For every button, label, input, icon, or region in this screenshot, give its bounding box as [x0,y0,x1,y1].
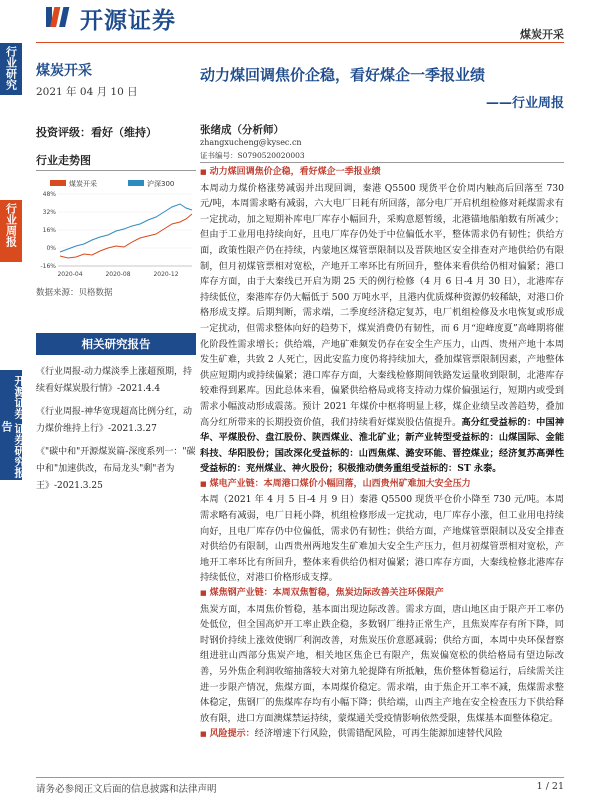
series-line-coal [60,214,192,258]
section-paragraph: 焦炭方面，本周焦价暂稳，基本面出现边际改善。需求方面，唐山地区由于限产开工率仍处低位，但全国高炉开工率止跌企稳，多数钢厂维持正常生产，且焦炭库存有所下降，同时钢价持续上涨效使钢厂利润改善，对焦炭压价意愿减弱；供给方面，本周中央环保督察组进驻山西部分焦炭产地，相关地区焦企已有限产，焦炭偏宽松的供给格局有望边际改善，另外焦企利润收缩抽落较大对第九轮提降有所抵触，焦价整体暂稳运行，后续需关注进一步限产情况，焦煤方面，本周煤价稳定。需求端，由于焦企开工率不减，焦煤需求整体稳定，焦钢厂的焦煤库存均有小幅下降；供给端，山西主产地在安全检查压力下供给释放有限，进口方面澳煤禁运持续，蒙煤通关受疫情影响依然受限，焦煤基本面整体稳定。 [200,603,564,724]
industry-name: 煤炭开采 [36,63,92,79]
brand-mark-icon [44,4,72,30]
section-heading: ■ 煤电产业链：本周港口煤价小幅回落，山西贵州矿难加大安全压力 [200,477,564,493]
risk-line [200,726,564,743]
section-paragraph: 本周动力煤价格涨势减弱并出现回调，秦港 Q5500 现货平仓价周内触高后回落至 730 元/吨，本周需求略有减弱，六大电厂日耗有所回落，部分电厂开启机组检修对耗煤需求有一定扰动，加之短期补库电厂库存小幅回升，采购意愿暂缓，北港锚地船舶数有所减少；但由于工业用电持续向好，且电厂库存仍处于中位偏低水平，整体需求仍有韧性；供给方面，政策性限产仍在持续，内蒙地区煤管票限制以及晋陕地区安全排查对产地供给仍有限制，但月初煤管票相对宽松，产地开工率环比有所回升，整体来看供给仍相对偏紧；港口库存方面，由于大秦线已开启为期 25 天的例行检修（4 月 6 日-4 月 30 日），北港库存持续低位，秦港库存仍大幅低于 500 万吨水平，且港内优质煤种资源仍较稀缺，对港口价格形成支撑。后期判断，需求端，二季度经济稳定复苏，电厂机组检修及水电恢复或形成一定扰动，但需求整体向好的趋势下，煤炭消费仍有韧性，而 6 月“迎峰度夏”高峰期将催化阶段性需求增长；供给端，产地矿难频发仍存在安全生产压力，山西、贵州产地十本周发生矿难，共致 2 人死亡，因此安监力度仍将持续加大，叠加煤管票限制因素，产地整体供应短期内或持续偏紧；港口库存方面，大秦线检修期间铁路发运量收到限制，北港库存较难得到累库。因此总体来看，偏紧供给格局或将支持动力煤价偏强运行，短期内或受到需求小幅波动形成震荡。预计 2021 年煤价中枢将明显上移，煤企业绩呈改善趋势，叠加高分红所带来的长期投资价值，我们持续看好煤炭股估值提升。高分红受益标的：中国神华、平煤股份、盘江股份、陕西煤业、淮北矿业；新产业转型受益标的：山煤国际、金能科技、华阳股份；国改深化受益标的：山西焦煤、潞安环能、晋控煤业；经济复苏高弹性受益标的：兖州煤业、神火股份；积极推动债务重组受益标的：ST 永泰。 [200,182,565,475]
pick-names: ST 永泰。 [457,463,502,475]
pick-names: 中国神华、平煤股份、盘江股份、陕西煤业、淮北矿业； [200,416,565,444]
pick-label: 经济复苏高弹性受益标的： [200,447,565,475]
x-axis-ticks [57,271,178,278]
rating-value: 看好（维持） [91,126,157,139]
related-report-item[interactable]: 《"碳中和"开源煤炭篇-深度系列一："碳中和"加速供改，布局龙头"剩"者为王》-2021.3.25 [36,447,196,491]
report-subtitle: ——行业周报 [485,96,564,111]
report-body [200,165,564,743]
pick-label: 高分红受益标的： [461,416,537,428]
brand-name: 开源证券 [80,8,176,34]
risk-text: 经济增速下行风险，供需错配风险，可再生能源加速替代风险 [254,728,503,740]
analyst-email[interactable]: zhangxucheng@kysec.cn [200,138,302,147]
investment-rating [36,124,157,140]
side-strip-weekly: 行业周报 [0,200,22,262]
legend-swatch-coal [50,180,66,186]
industry-trend-chart [36,174,196,282]
report-date: 2021 年 04 月 10 日 [36,86,138,98]
header-rule [36,42,564,43]
section-heading: ■ 动力煤回调焦价企稳，看好煤企一季报业绩 [200,165,564,181]
analyst-cert: 证书编号：S0790520020003 [200,151,305,160]
pick-names: 兖州煤业、神火股份； [245,463,338,475]
x-tick-label: 2020-12 [153,271,179,278]
x-tick-label: 2020-08 [105,271,131,278]
side-strip-kysec: 开源证券 证券研究报告 [0,370,22,480]
risk-heading: ■ 风险提示： [200,729,255,739]
trend-rule [36,170,196,171]
section-heading: ■ 煤焦钢产业链：本周双焦暂稳，焦炭边际改善关注环保限产 [200,586,564,602]
footer-disclaimer: 请务必参阅正文后面的信息披露和法律声明 [36,784,217,795]
legend-swatch-hs300 [128,180,144,186]
analyst-name: 张绪成（分析师） [200,124,284,136]
related-report-item[interactable]: 《行业周报-动力煤淡季上涨超预期，持续看好煤炭股行情》-2021.4.4 [36,367,193,394]
pick-names: 山煤国际、金能科技、华阳股份； [200,432,565,459]
footer-rule [36,777,564,778]
y-tick-label: 48% [42,191,56,198]
brand-logo [44,2,224,32]
trend-chart-title: 行业走势图 [36,154,91,167]
page-number: 1 / 21 [536,781,564,792]
rating-label: 投资评级： [36,126,91,139]
y-tick-label: 16% [42,227,56,234]
related-reports-list [36,364,198,501]
y-tick-label: 32% [42,209,56,216]
section-paragraph: 本周（2021 年 4 月 5 日-4 月 9 日）秦港 Q5500 现货平仓价小降至 730 元/吨。本周需求略有减弱，电厂日耗小降，机组检修形成一定扰动，电厂库存小涨，但工业用电持续向好，且电厂库存仍中位偏低，需求仍有韧性；供给方面，产地煤管票限制以及安全排查对供给仍有限制，山西贵州两地发生矿难加大安全生产压力，但月初煤管票相对宽松，产地开工率环比有所回升，整体来看供给仍相对偏紧；港口库存方面，大秦线检修北港库存持续低位，对港口价格形成支撑。 [200,494,564,584]
pick-label: 新产业转型受益标的： [405,432,499,444]
y-tick-label: 0% [46,245,56,252]
pick-label: 国改深化受益标的： [274,447,359,459]
chart-source: 数据来源：贝格数据 [36,288,113,298]
legend-label-hs300: 沪深300 [147,180,175,188]
x-tick-label: 2020-04 [57,271,83,278]
side-strip-research: 行业研究 [0,43,22,95]
series-line-hs300 [60,204,192,252]
report-type-label: 煤炭开采 [520,28,564,41]
pick-label: 积极推动债务重组受益标的： [337,463,458,475]
analyst-rule [200,162,564,163]
related-reports-header: 相关研究报告 [36,333,196,355]
related-report-item[interactable]: 《行业周报-神华宽现超高比例分红，动力煤价维持上行》-2021.3.27 [36,407,193,434]
legend-label-coal: 煤炭开采 [69,180,97,188]
report-title: 动力煤回调焦价企稳，看好煤企一季报业绩 [200,66,486,84]
pick-names: 山西焦煤、潞安环能、晋控煤业； [358,447,499,459]
y-tick-label: -16% [40,263,56,270]
